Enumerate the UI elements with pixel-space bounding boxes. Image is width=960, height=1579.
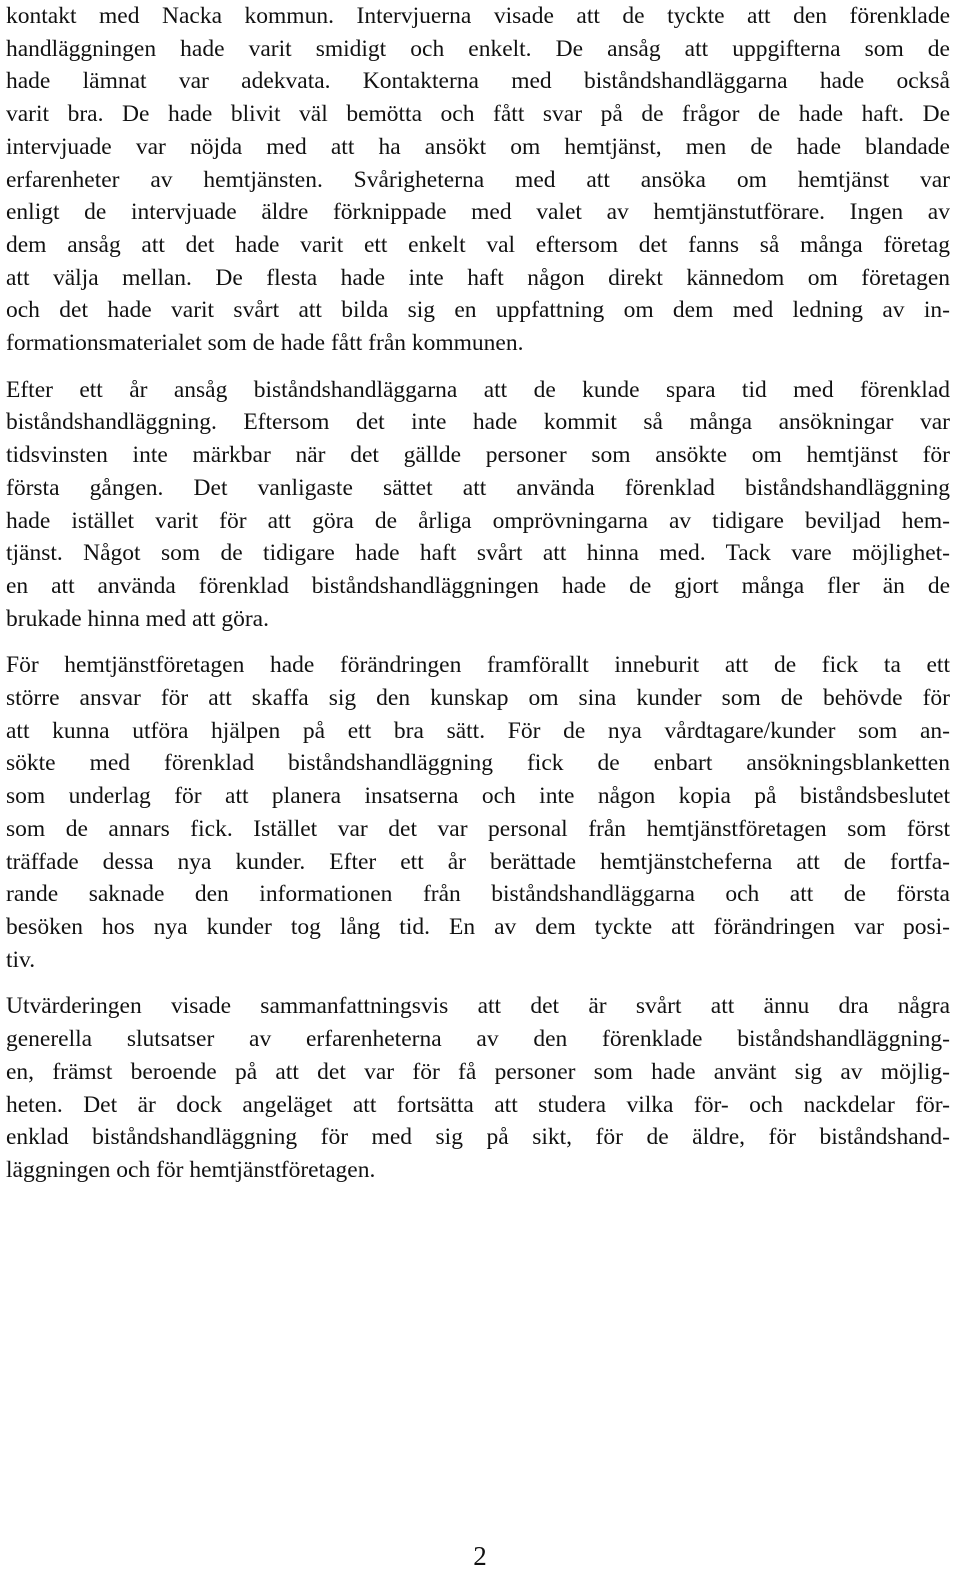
text-line: som underlag för att planera insatserna och inte någon kopia på biståndsbeslutet (6, 783, 950, 810)
text-line: en, främst beroende på att det var för få personer som hade använt sig av möjlig- (6, 1058, 950, 1085)
text-line: som de annars fick. Istället var det var personal från hemtjänstföretagen som först (6, 815, 950, 842)
text-line: brukade hinna med att göra. (6, 605, 269, 632)
text-line: Utvärderingen visade sammanfattningsvis att det är svårt att ännu dra några (6, 993, 950, 1020)
document-body (6, 0, 950, 1201)
text-line: större ansvar för att skaffa sig den kunskap om sina kunder som de behövde för (6, 685, 950, 712)
text-line: enligt de intervjuade äldre förknippade med valet av hemtjänstutförare. Ingen av (6, 199, 950, 226)
text-line: Efter ett år ansåg biståndshandläggarna att de kunde spara tid med förenklad (6, 376, 950, 403)
text-line: första gången. Det vanligaste sättet att använda förenklad biståndshandläggning (6, 474, 950, 501)
text-line: att kunna utföra hjälpen på ett bra sätt. För de nya vårdtagare/kunder som an- (6, 717, 950, 744)
text-line: generella slutsatser av erfarenheterna av den förenklade biståndshandläggning- (6, 1026, 950, 1053)
text-line: sökte med förenklad biståndshandläggning fick de enbart ansökningsblanketten (6, 750, 950, 777)
text-line: tjänst. Något som de tidigare hade haft svårt att hinna med. Tack vare möjlighet- (6, 540, 950, 567)
text-line: erfarenheter av hemtjänsten. Svårigheterna med att ansöka om hemtjänst var (6, 166, 950, 193)
page-number: 2 (473, 1541, 487, 1571)
text-line: enklad biståndshandläggning för med sig på sikt, för de äldre, för biståndshand- (6, 1124, 950, 1151)
paragraph (6, 374, 950, 636)
text-line: hade istället varit för att göra de årliga omprövningarna av tidigare beviljad hem- (6, 507, 950, 534)
text-line: tidsvinsten inte märkbar när det gällde personer som ansökte om hemtjänst för (6, 442, 950, 469)
paragraph (6, 649, 950, 976)
text-line: handläggningen hade varit smidigt och enkelt. De ansåg att uppgifterna som de (6, 35, 950, 62)
text-line: en att använda förenklad biståndshandläggningen hade de gjort många fler än de (6, 572, 950, 599)
text-line: att välja mellan. De flesta hade inte haft någon direkt kännedom om företagen (6, 264, 950, 291)
paragraph (6, 990, 950, 1186)
text-line: rande saknade den informationen från biståndshandläggarna och att de första (6, 881, 950, 908)
text-line: För hemtjänstföretagen hade förändringen framförallt inneburit att de fick ta ett (6, 652, 950, 679)
text-line: träffade dessa nya kunder. Efter ett år berättade hemtjänstcheferna att de fortfa- (6, 848, 950, 875)
text-line: biståndshandläggning. Eftersom det inte hade kommit så många ansökningar var (6, 409, 950, 436)
text-line: intervjuade var nöjda med att ha ansökt om hemtjänst, men de hade blandade (6, 133, 950, 160)
text-line: besöken hos nya kunder tog lång tid. En av dem tyckte att förändringen var posi- (6, 913, 950, 940)
text-line: kontakt med Nacka kommun. Intervjuerna visade att de tyckte att den förenklade (6, 3, 950, 29)
text-line: dem ansåg att det hade varit ett enkelt val eftersom det fanns så många företag (6, 231, 950, 258)
text-line: och det hade varit svårt att bilda sig en uppfattning om dem med ledning av in- (6, 297, 950, 324)
text-line: formationsmaterialet som de hade fått från kommunen. (6, 330, 524, 357)
text-line: tiv. (6, 946, 36, 973)
paragraph (6, 0, 950, 360)
text-line: heten. Det är dock angeläget att fortsätta att studera vilka för- och nackdelar för- (6, 1091, 950, 1118)
text-line: hade lämnat var adekvata. Kontakterna med biståndshandläggarna hade också (6, 68, 950, 95)
text-line: varit bra. De hade blivit väl bemötta och fått svar på de frågor de hade haft. De (6, 101, 950, 128)
text-line: läggningen och för hemtjänstföretagen. (6, 1156, 376, 1183)
